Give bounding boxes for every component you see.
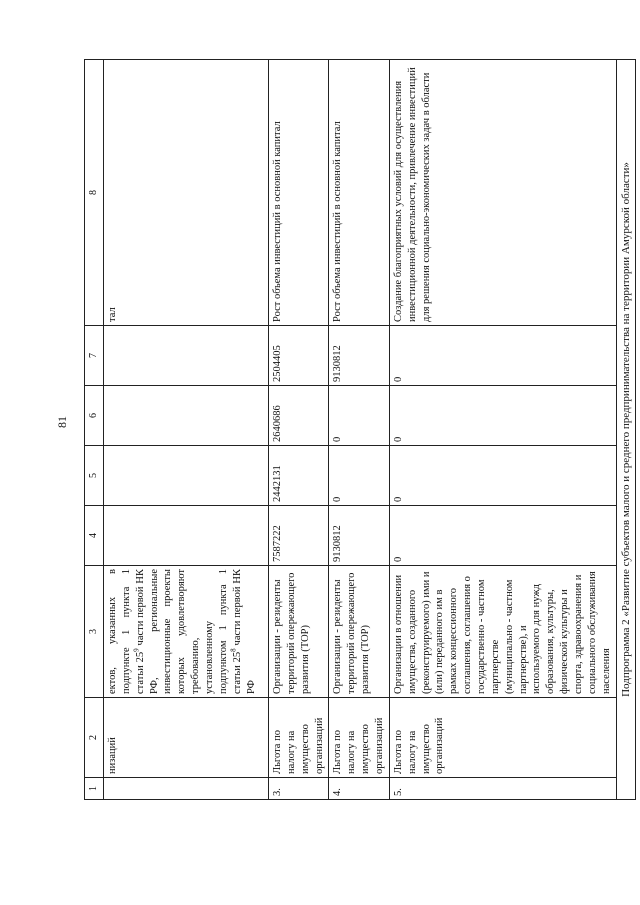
benefit-name: Льгота по налогу на имущество организаций xyxy=(269,698,329,778)
value-col-5: 0 xyxy=(329,446,389,506)
col-header-6: 6 xyxy=(85,386,104,446)
benefit-goal: Создание благоприятных условий для осуществления инвестиционной деятельности, привлечение инвестиций для решения социально-экономических задач в области xyxy=(389,60,616,326)
col-header-5: 5 xyxy=(85,446,104,506)
table-row xyxy=(329,60,389,800)
value-col-7: 9130812 xyxy=(329,326,389,386)
header-row xyxy=(85,60,104,800)
page-number: 81 xyxy=(55,416,69,428)
benefit-recipients: Организации в отношении имущества, созданного (реконструируемого) ими и (или) переданного им в рамках концессионного соглашения, соглашения о государственно - частном партнерстве (муниципально - частном партнерстве), и используемого для нужд образования, культуры, физической культуры и спорта, здравоохранения и социального обслуживания населения xyxy=(389,566,616,698)
row-number: 5. xyxy=(389,778,616,800)
col-header-8: 8 xyxy=(85,60,104,326)
value-col-7: 2504405 xyxy=(269,326,329,386)
benefit-name: Льгота по налогу на имущество организаций xyxy=(329,698,389,778)
table-row xyxy=(389,60,616,800)
col-header-1: 1 xyxy=(85,778,104,800)
value-col-4: 9130812 xyxy=(329,506,389,566)
value-col-5: 0 xyxy=(389,446,616,506)
value-col-6: 0 xyxy=(389,386,616,446)
value-col-5 xyxy=(104,446,269,506)
value-col-4: 0 xyxy=(389,506,616,566)
benefit-goal: Рост объема инвестиций в основной капитал xyxy=(329,60,389,326)
row-number xyxy=(104,778,269,800)
value-col-4 xyxy=(104,506,269,566)
value-col-4: 7587222 xyxy=(269,506,329,566)
tax-benefits-table xyxy=(84,59,636,800)
benefit-name: Льгота по налогу на имущество организаций xyxy=(389,698,616,778)
benefit-recipients: Организации - резиденты территорий опережающего развития (ТОР) xyxy=(329,566,389,698)
benefit-recipients: Организации - резиденты территорий опережающего развития (ТОР) xyxy=(269,566,329,698)
col-header-7: 7 xyxy=(85,326,104,386)
subprogram-row xyxy=(616,60,636,800)
rotated-table-container xyxy=(84,60,632,800)
benefit-name: низаций xyxy=(104,698,269,778)
subprogram-title: Подпрограмма 2 «Развитие субъектов малого и среднего предпринимательства на территории Амурской области» xyxy=(616,60,636,800)
value-col-6: 0 xyxy=(329,386,389,446)
value-col-5: 2442131 xyxy=(269,446,329,506)
benefit-goal: Рост объема инвестиций в основной капитал xyxy=(269,60,329,326)
table-row xyxy=(104,60,269,800)
value-col-6 xyxy=(104,386,269,446)
col-header-3: 3 xyxy=(85,566,104,698)
col-header-2: 2 xyxy=(85,698,104,778)
value-col-7 xyxy=(104,326,269,386)
benefit-goal: тал xyxy=(104,60,269,326)
benefit-recipients: ектов, указанных в подпункте 1 пункта 1 статьи $25^9$ части первой НК РФ, региональные инвестиционные проекты которых удовлетворяют требованию, установленному подпунктом 1 пункта 1 статьи $25^8$ части первой НК РФ xyxy=(104,566,269,698)
value-col-7: 0 xyxy=(389,326,616,386)
row-number: 4. xyxy=(329,778,389,800)
value-col-6: 2640686 xyxy=(269,386,329,446)
row-number: 3. xyxy=(269,778,329,800)
col-header-4: 4 xyxy=(85,506,104,566)
table-row xyxy=(269,60,329,800)
